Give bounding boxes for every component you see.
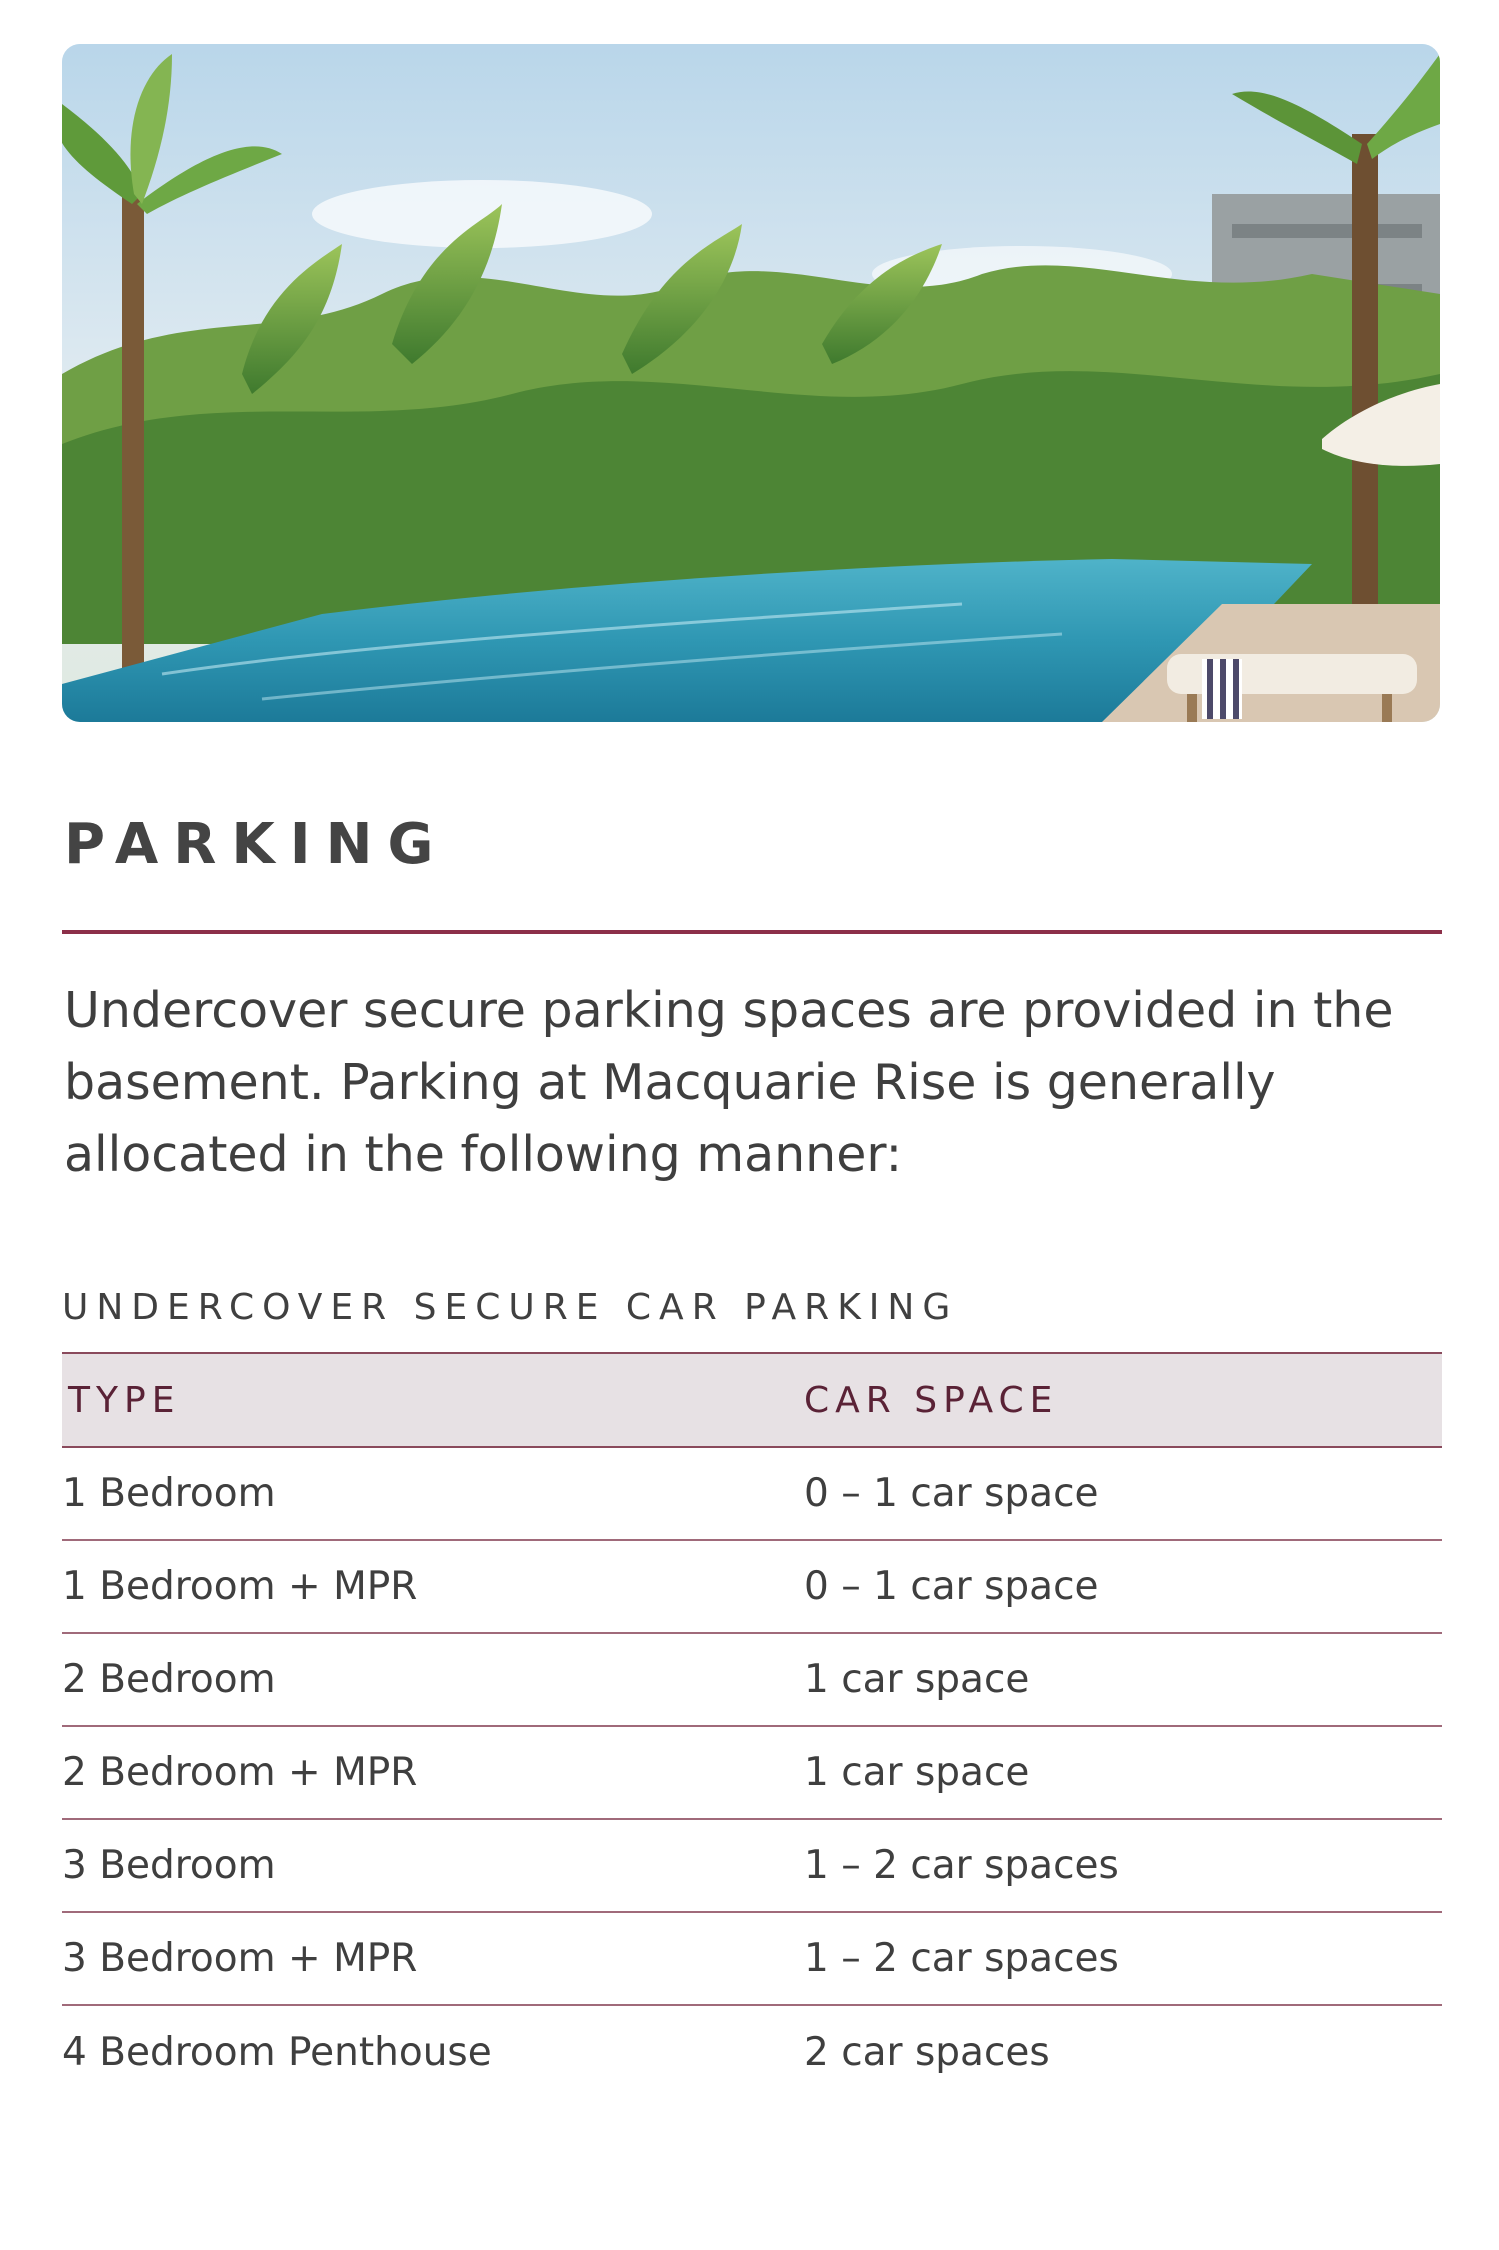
table-row xyxy=(62,1541,1442,1634)
table-row xyxy=(62,2006,1442,2099)
cell-type: 1 Bedroom + MPR xyxy=(62,1564,418,1609)
table-row xyxy=(62,1913,1442,2006)
cell-type: 3 Bedroom xyxy=(62,1843,276,1888)
cell-type: 2 Bedroom xyxy=(62,1657,276,1702)
cell-car-space: 1 car space xyxy=(804,1657,1030,1702)
header-type: TYPE xyxy=(68,1379,181,1421)
hero-image xyxy=(62,44,1440,722)
cell-car-space: 1 – 2 car spaces xyxy=(804,1843,1119,1888)
table-row xyxy=(62,1820,1442,1913)
cell-car-space: 1 car space xyxy=(804,1750,1030,1795)
pool-garden-photo xyxy=(62,44,1440,722)
table-row xyxy=(62,1448,1442,1541)
cell-type: 3 Bedroom + MPR xyxy=(62,1936,418,1981)
section-title: PARKING xyxy=(64,812,449,877)
table-row xyxy=(62,1634,1442,1727)
cell-car-space: 0 – 1 car space xyxy=(804,1564,1099,1609)
table-header-row xyxy=(62,1354,1442,1448)
table-caption: UNDERCOVER SECURE CAR PARKING xyxy=(62,1287,959,1328)
header-car-space: CAR SPACE xyxy=(804,1379,1059,1421)
cell-car-space: 2 car spaces xyxy=(804,2030,1050,2075)
cell-type: 4 Bedroom Penthouse xyxy=(62,2030,492,2075)
cell-car-space: 1 – 2 car spaces xyxy=(804,1936,1119,1981)
cell-car-space: 0 – 1 car space xyxy=(804,1471,1099,1516)
cell-type: 1 Bedroom xyxy=(62,1471,276,1516)
title-divider xyxy=(62,930,1442,934)
cell-type: 2 Bedroom + MPR xyxy=(62,1750,418,1795)
parking-table xyxy=(62,1352,1442,2099)
intro-paragraph: Undercover secure parking spaces are provided in the basement. Parking at Macquarie Rise is generally allocated in the following manner: xyxy=(64,982,1394,1183)
table-row xyxy=(62,1727,1442,1820)
